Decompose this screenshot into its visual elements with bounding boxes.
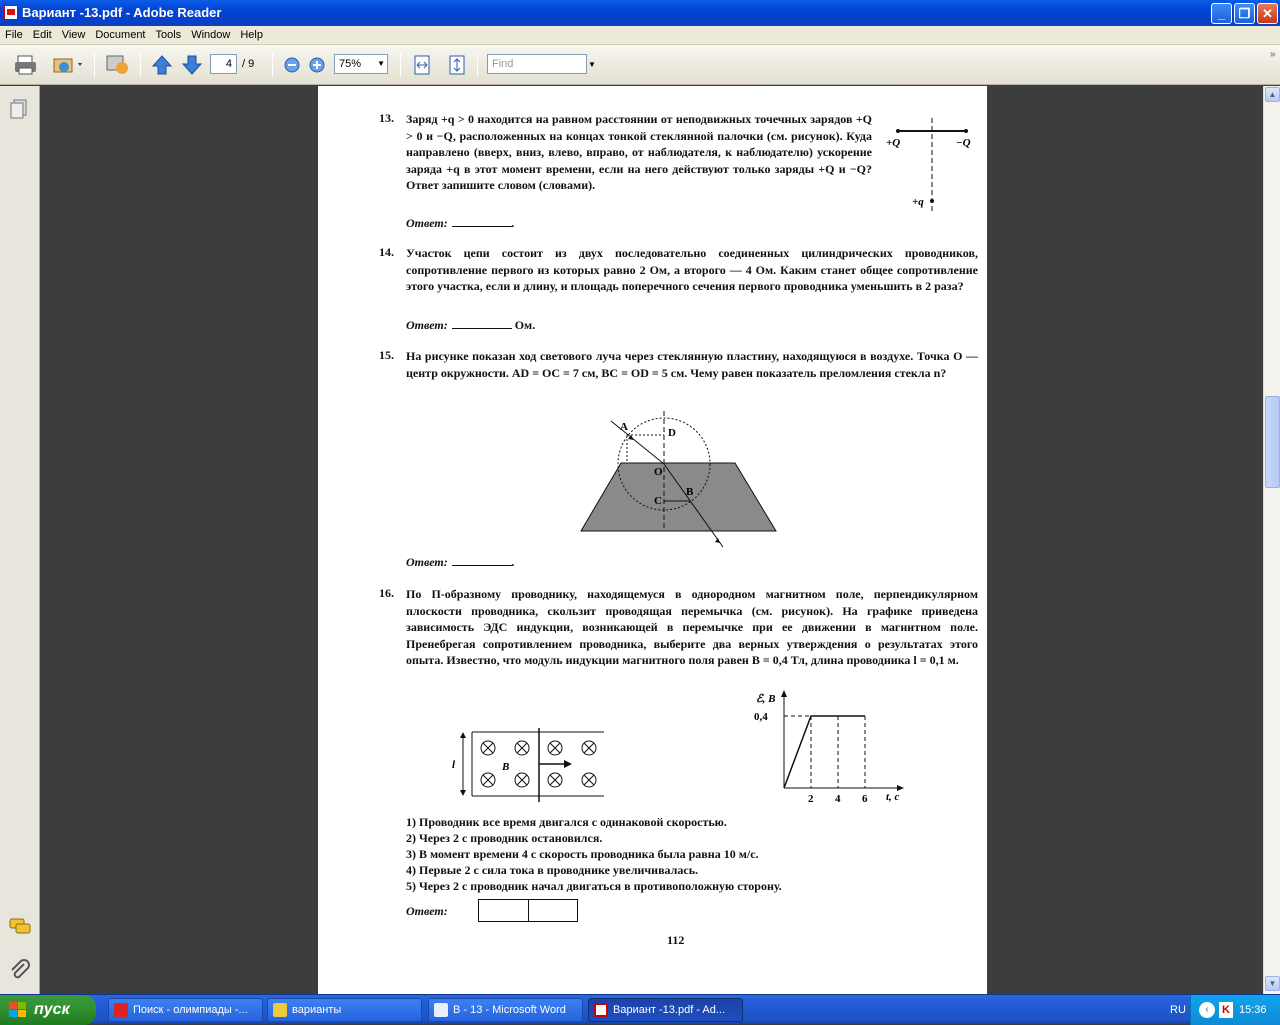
option-3: 3) В момент времени 4 с скорость проводника была равна 10 м/с. [406, 847, 759, 861]
option-2: 2) Через 2 с проводник остановился. [406, 831, 603, 845]
fig-plus-Q-label: +Q [886, 137, 901, 149]
y-tick-label: 0,4 [754, 711, 768, 723]
close-button[interactable]: ✕ [1257, 3, 1278, 24]
pdf-page [318, 86, 987, 994]
answer-line[interactable] [452, 556, 512, 566]
question-15-number: 15. [379, 348, 394, 362]
print-icon[interactable] [12, 53, 40, 77]
language-indicator[interactable]: RU [1170, 1004, 1186, 1016]
pdf-icon [594, 1003, 608, 1017]
menu-file[interactable]: File [5, 29, 23, 41]
fit-page-icon[interactable] [445, 53, 469, 77]
question-13-text: Заряд +q > 0 находится на равном расстоянии от неподвижных точечных зарядов +Q > 0 и −Q, расположенных на концах тонкой стеклянной палочки (см. рисунок). Куда направлено (вверх, вниз, влево, вправо, от наблюдателя, к наблюдателю) ускорение заряда +q в этот момент времени, если на него действуют только заряды +Q и −Q? Ответ запишите словом (словами). [406, 112, 872, 192]
maximize-button[interactable]: ❐ [1234, 3, 1255, 24]
zoom-out-icon[interactable] [282, 53, 302, 77]
previous-page-arrow-icon[interactable] [150, 53, 174, 77]
fig-l-label: l [452, 759, 456, 771]
x-axis-label: t, c [886, 791, 900, 803]
start-button[interactable] [0, 995, 96, 1025]
answer-label: Ответ: [406, 318, 448, 332]
question-16-number: 16. [379, 586, 394, 600]
email-share-icon[interactable] [50, 53, 86, 77]
menu-document[interactable]: Document [95, 29, 146, 41]
x-tick-label: 6 [862, 793, 868, 805]
word-doc-icon [434, 1003, 448, 1017]
task-label: Вариант -13.pdf - Ad... [613, 1004, 726, 1016]
system-tray [1190, 995, 1280, 1025]
window-title: Вариант -13.pdf - Adobe Reader [22, 5, 222, 20]
toolbar-chevron-icon[interactable]: » [1270, 49, 1276, 60]
yandex-icon [114, 1003, 128, 1017]
task-label: варианты [292, 1004, 342, 1016]
next-page-arrow-icon[interactable] [180, 53, 204, 77]
fig-minus-Q-label: −Q [956, 137, 971, 149]
task-word[interactable] [428, 998, 583, 1022]
answer-line[interactable] [452, 217, 512, 227]
find-input[interactable]: Find [487, 54, 587, 74]
fig-B-vector-label: B⃗ [502, 761, 518, 773]
find-options-chevron-icon[interactable]: ▼ [588, 60, 596, 69]
menu-tools[interactable]: Tools [155, 29, 182, 41]
question-16-answer-label: Ответ: [406, 904, 448, 918]
question-13-number: 13. [379, 111, 394, 125]
option-1: 1) Проводник все время двигался с одинаковой скоростью. [406, 815, 727, 829]
fig-C-label: C [654, 495, 662, 507]
question-16-text: По П-образному проводнику, находящемуся в однородном магнитном поле, перпендикулярном плоскости проводника, скользит проводящая перемычка (см. рисунок). На графике приведена зависимость ЭДС индукции, возникающей в перемычке при ее движении в магнитном поле. Пренебрегая сопротивлением проводника, выберите два верных утверждения о результатах этого опыта. Известно, что модуль индукции магнитного поля равен B = 0,4 Тл, длина проводника l = 0,1 м. [406, 587, 978, 667]
emf-series-line [784, 716, 865, 788]
menu-view[interactable]: View [61, 29, 86, 41]
attachment-icon[interactable] [8, 958, 32, 982]
clock: 15:36 [1239, 1004, 1267, 1016]
pdf-app-icon [4, 5, 18, 20]
scroll-up-icon[interactable]: ▲ [1265, 87, 1280, 102]
x-tick-label: 2 [808, 793, 814, 805]
vertical-scrollbar[interactable] [1263, 86, 1280, 994]
windows-logo-icon [9, 1002, 27, 1018]
option-4: 4) Первые 2 с сила тока в проводнике увеличивалась. [406, 863, 699, 877]
fig-B-label: B [686, 486, 694, 498]
y-axis-label: ℰ, В [756, 693, 776, 705]
fig-D-label: D [668, 427, 676, 439]
menu-help[interactable]: Help [240, 29, 263, 41]
page-number-input[interactable]: 4 [210, 54, 237, 74]
fig-q-label: +q [912, 196, 924, 208]
pages-panel-icon[interactable] [9, 98, 29, 120]
document-viewport[interactable] [41, 86, 1263, 994]
zoom-select[interactable] [334, 54, 388, 74]
minimize-button[interactable]: _ [1211, 3, 1232, 24]
folder-icon [273, 1003, 287, 1017]
answer-box-divider [528, 900, 529, 921]
fig-O-label: O [654, 466, 663, 478]
magnetic-field-figure [450, 726, 610, 806]
task-label: В - 13 - Microsoft Word [453, 1004, 566, 1016]
start-label: пуск [34, 1001, 70, 1018]
menu-window[interactable]: Window [191, 29, 231, 41]
collaborate-icon[interactable] [104, 53, 132, 77]
antivirus-icon[interactable]: K [1219, 1002, 1233, 1018]
task-adobe-reader[interactable] [588, 998, 743, 1022]
zoom-value: 75% [339, 58, 362, 70]
answer-line[interactable] [452, 319, 512, 329]
x-tick-label: 4 [835, 793, 841, 805]
answer-label: Ответ: [406, 555, 448, 569]
fig-A-label: A [620, 421, 628, 433]
task-browser[interactable] [108, 998, 263, 1022]
chevron-down-icon: ▼ [377, 59, 385, 68]
refraction-figure [580, 409, 780, 549]
navigation-pane [0, 86, 40, 994]
question-15-text: На рисунке показан ход светового луча через стеклянную пластину, находящуюся в воздухе. Точка O — центр окружности. AD = OC = 7 см, BC = OD = 5 см. Чему равен показатель преломления стекла n? [406, 349, 978, 380]
page-total-label: / 9 [242, 58, 255, 70]
answer-label: Ответ: [406, 216, 448, 230]
question-14-number: 14. [379, 245, 394, 259]
option-5: 5) Через 2 с проводник начал двигаться в противоположную сторону. [406, 879, 782, 893]
answer-box[interactable] [478, 899, 578, 922]
menu-bar [0, 26, 1280, 45]
scroll-down-icon[interactable]: ▼ [1265, 976, 1280, 991]
menu-edit[interactable]: Edit [32, 29, 52, 41]
fit-width-icon[interactable] [410, 53, 434, 77]
scroll-thumb[interactable] [1265, 396, 1280, 488]
toolbar [0, 45, 1280, 85]
question-13-answer: Ответ: . [406, 216, 515, 230]
title-bar [0, 0, 1280, 26]
taskbar [0, 994, 1280, 1024]
task-folder[interactable] [267, 998, 422, 1022]
charges-figure [884, 116, 984, 220]
question-14-text: Участок цепи состоит из двух последовательно соединенных цилиндрических проводников, сопротивление первого из которых равно 2 Ом, а второго — 4 Ом. Каким станет общее сопротивление этого участка, если и длину, и площадь поперечного сечения первого проводника уменьшить в 2 раза? [406, 246, 978, 293]
answer-unit: Ом. [514, 318, 536, 332]
task-label: Поиск - олимпиады -... [133, 1004, 248, 1016]
zoom-in-icon[interactable] [307, 53, 327, 77]
chart-guides [784, 716, 865, 788]
y-axis-arrow [781, 690, 787, 697]
tray-expand-icon[interactable]: ‹ [1199, 1002, 1215, 1018]
comments-icon[interactable] [8, 916, 32, 938]
emf-chart [750, 686, 910, 806]
question-15-answer: Ответ: . [406, 555, 515, 569]
page-number: 112 [667, 933, 685, 947]
question-14-answer [406, 318, 535, 333]
